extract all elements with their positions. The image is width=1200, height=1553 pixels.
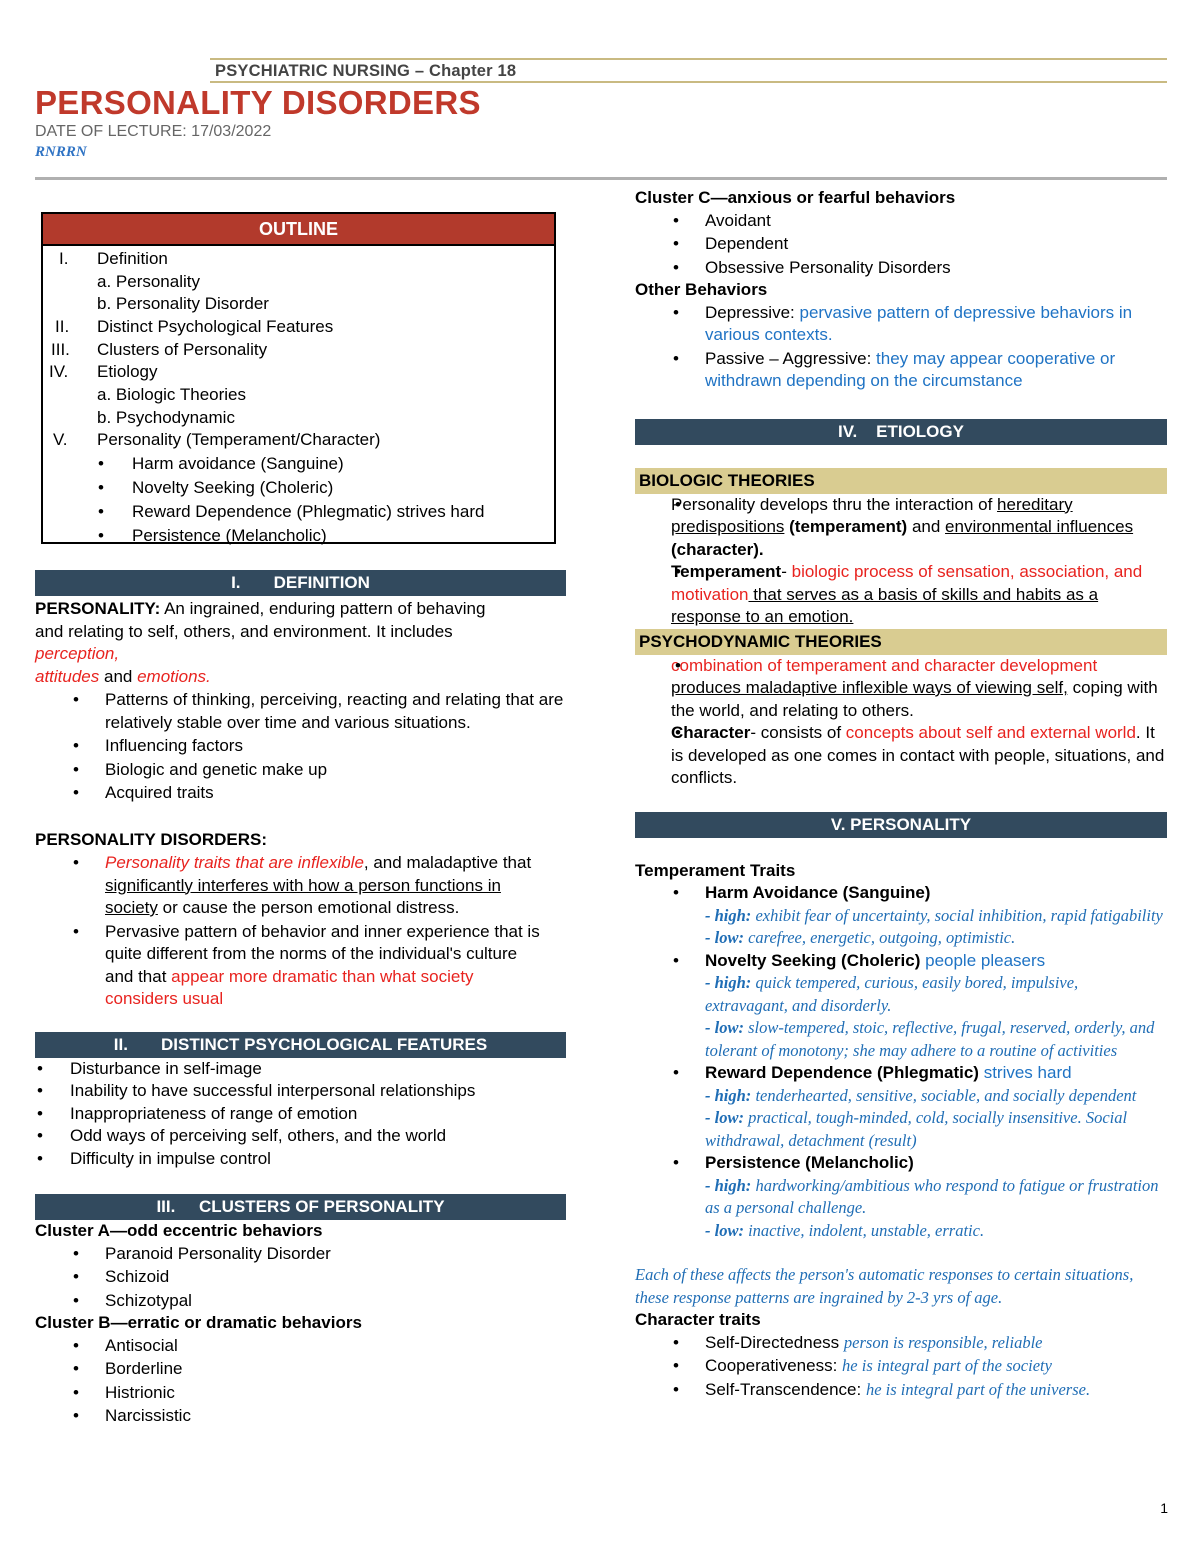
outline-bullet: • Reward Dependence (Phlegmatic) strives hard xyxy=(98,502,485,521)
character-list xyxy=(635,1332,1167,1402)
temperament-note: Each of these affects the person's automatic responses to certain situations, these response patterns are ingrained by 2-3 yrs of age. xyxy=(635,1265,1134,1307)
list-item: • Reward Dependence (Phlegmatic) strives hard - high: tenderhearted, sensitive, sociable, and socially dependent - low: practical, tough-minded, cold, socially insensitive. Social withdrawal, detachment (result) xyxy=(635,1062,1165,1152)
other-behaviors-list xyxy=(635,302,1155,393)
pd-bullets xyxy=(35,852,545,1011)
cluster-a-label: Cluster A—odd eccentric behaviors xyxy=(35,1221,323,1240)
list-item: • Antisocial xyxy=(35,1335,566,1358)
list-item: • Personality traits that are inflexible, and maladaptive that significantly interferes with how a person functions in society or cause the person emotional distress. xyxy=(35,852,545,920)
author-signature: RNRRN xyxy=(35,144,87,160)
outline-box xyxy=(41,212,556,544)
outline-heading: OUTLINE xyxy=(43,214,554,246)
left-column xyxy=(35,570,566,1428)
outline-bullet: • Persistence (Melancholic) xyxy=(98,526,327,545)
personality-disorders-label: PERSONALITY DISORDERS: xyxy=(35,829,268,849)
page-title: PERSONALITY DISORDERS xyxy=(35,84,481,121)
biologic-theories-bar: BIOLOGIC THEORIES xyxy=(635,468,1167,494)
list-item: • Cooperativeness: he is integral part of the society xyxy=(635,1355,1167,1378)
features-list xyxy=(35,1058,566,1171)
list-item: • Difficulty in impulse control xyxy=(35,1148,566,1171)
outline-item: a. Personality xyxy=(97,272,200,291)
list-item: • Novelty Seeking (Choleric) people pleasers - high: quick tempered, curious, easily bored, impulsive, extravagant, and disorderly. - low: slow-tempered, stoic, reflective, frugal, reserved, orderly, and tolerant of monotony; she may adhere to a routine of activities xyxy=(635,950,1165,1063)
clusters-bar: III. CLUSTERS OF PERSONALITY xyxy=(35,1194,566,1220)
list-item: • Passive – Aggressive: they may appear cooperative or withdrawn depending on the circumstance xyxy=(635,348,1155,393)
outline-item: b. Psychodynamic xyxy=(97,408,235,427)
personality-definition: PERSONALITY: An ingrained, enduring pattern of behaving and relating to self, others, and environment. It includes perception, attitudes and emotions. xyxy=(35,599,486,686)
outline-bullet: • Novelty Seeking (Choleric) xyxy=(98,478,334,497)
outline-item: III. Clusters of Personality xyxy=(51,340,268,359)
list-item: • Self-Directedness person is responsible, reliable xyxy=(635,1332,1167,1355)
cluster-c-label: Cluster C—anxious or fearful behaviors xyxy=(635,188,956,207)
lecture-date: DATE OF LECTURE: 17/03/2022 xyxy=(35,123,272,140)
list-item: • Dependent xyxy=(635,233,1167,256)
list-item: • Depressive: pervasive pattern of depressive behaviors in various contexts. xyxy=(635,302,1155,347)
list-item: • Narcissistic xyxy=(35,1405,566,1428)
temperament-list xyxy=(635,882,1165,1242)
outline-bullet: • Harm avoidance (Sanguine) xyxy=(98,454,344,473)
list-item: • Harm Avoidance (Sanguine) - high: exhibit fear of uncertainty, social inhibition, rapid fatigability - low: carefree, energetic, outgoing, optimistic. xyxy=(635,882,1165,950)
list-item: • Disturbance in self-image xyxy=(35,1058,566,1081)
list-item: • Obsessive Personality Disorders xyxy=(635,257,1167,280)
course-title: PSYCHIATRIC NURSING – Chapter 18 xyxy=(215,62,517,80)
list-item: • Influencing factors xyxy=(35,735,566,758)
list-item: • Temperament- biologic process of sensation, association, and motivation that serves as a basis of skills and habits as a response to an emotion. xyxy=(635,561,1155,629)
outline-item: I. Definition xyxy=(59,249,168,268)
psychodynamic-list xyxy=(635,655,1165,790)
list-item: • Biologic and genetic make up xyxy=(35,759,566,782)
list-item: • Personality develops thru the interaction of hereditary predispositions (temperament) and environmental influences (character). xyxy=(635,494,1155,562)
character-traits-label: Character traits xyxy=(635,1310,761,1329)
list-item: • Avoidant xyxy=(635,210,1167,233)
personality-bar: V. PERSONALITY xyxy=(635,812,1167,838)
list-item: • Odd ways of perceiving self, others, and the world xyxy=(35,1125,566,1148)
list-item: • Histrionic xyxy=(35,1382,566,1405)
list-item: • Schizoid xyxy=(35,1266,566,1289)
outline-item: II. Distinct Psychological Features xyxy=(55,317,334,336)
list-item: • combination of temperament and character development produces maladaptive inflexible ways of viewing self, coping with the world, and relating to others. xyxy=(635,655,1165,723)
list-item: • Persistence (Melancholic) - high: hardworking/ambitious who respond to fatigue or frustration as a personal challenge. - low: inactive, indolent, unstable, erratic. xyxy=(635,1152,1165,1242)
list-item: • Borderline xyxy=(35,1358,566,1381)
header-divider xyxy=(35,177,1167,180)
cluster-c-list xyxy=(635,210,1167,280)
cluster-b-list xyxy=(35,1335,566,1428)
other-behaviors-label: Other Behaviors xyxy=(635,280,768,299)
psychodynamic-theories-bar: PSYCHODYNAMIC THEORIES xyxy=(635,629,1167,655)
list-item: • Schizotypal xyxy=(35,1290,566,1313)
list-item: • Character- consists of concepts about self and external world. It is developed as one comes in contact with people, situations, and conflicts. xyxy=(635,722,1165,790)
list-item: • Patterns of thinking, perceiving, reacting and relating that are relatively stable over time and various situations. xyxy=(35,689,566,734)
temperament-traits-label: Temperament Traits xyxy=(635,860,796,880)
list-item: • Inappropriateness of range of emotion xyxy=(35,1103,566,1126)
list-item: • Self-Transcendence: he is integral part of the universe. xyxy=(635,1379,1167,1402)
cluster-b-label: Cluster B—erratic or dramatic behaviors xyxy=(35,1313,362,1332)
list-item: • Acquired traits xyxy=(35,782,566,805)
list-item: • Inability to have successful interpersonal relationships xyxy=(35,1080,566,1103)
biologic-list xyxy=(635,494,1155,629)
outline-item: V. Personality (Temperament/Character) xyxy=(53,430,381,449)
outline-item: b. Personality Disorder xyxy=(97,294,269,313)
features-bar: II. DISTINCT PSYCHOLOGICAL FEATURES xyxy=(35,1032,566,1058)
list-item: • Paranoid Personality Disorder xyxy=(35,1243,566,1266)
right-column xyxy=(635,187,1167,1401)
list-item: • Pervasive pattern of behavior and inner experience that is quite different from the norms of the individual's culture and that appear more dramatic than what society considers usual xyxy=(35,921,545,1011)
outline-item: a. Biologic Theories xyxy=(97,385,246,404)
definition-bar: I. DEFINITION xyxy=(35,570,566,596)
cluster-a-list xyxy=(35,1243,566,1313)
etiology-bar: IV. ETIOLOGY xyxy=(635,419,1167,445)
personality-bullets xyxy=(35,689,566,805)
outline-item: IV. Etiology xyxy=(49,362,158,381)
page-number: 1 xyxy=(1160,1500,1168,1516)
